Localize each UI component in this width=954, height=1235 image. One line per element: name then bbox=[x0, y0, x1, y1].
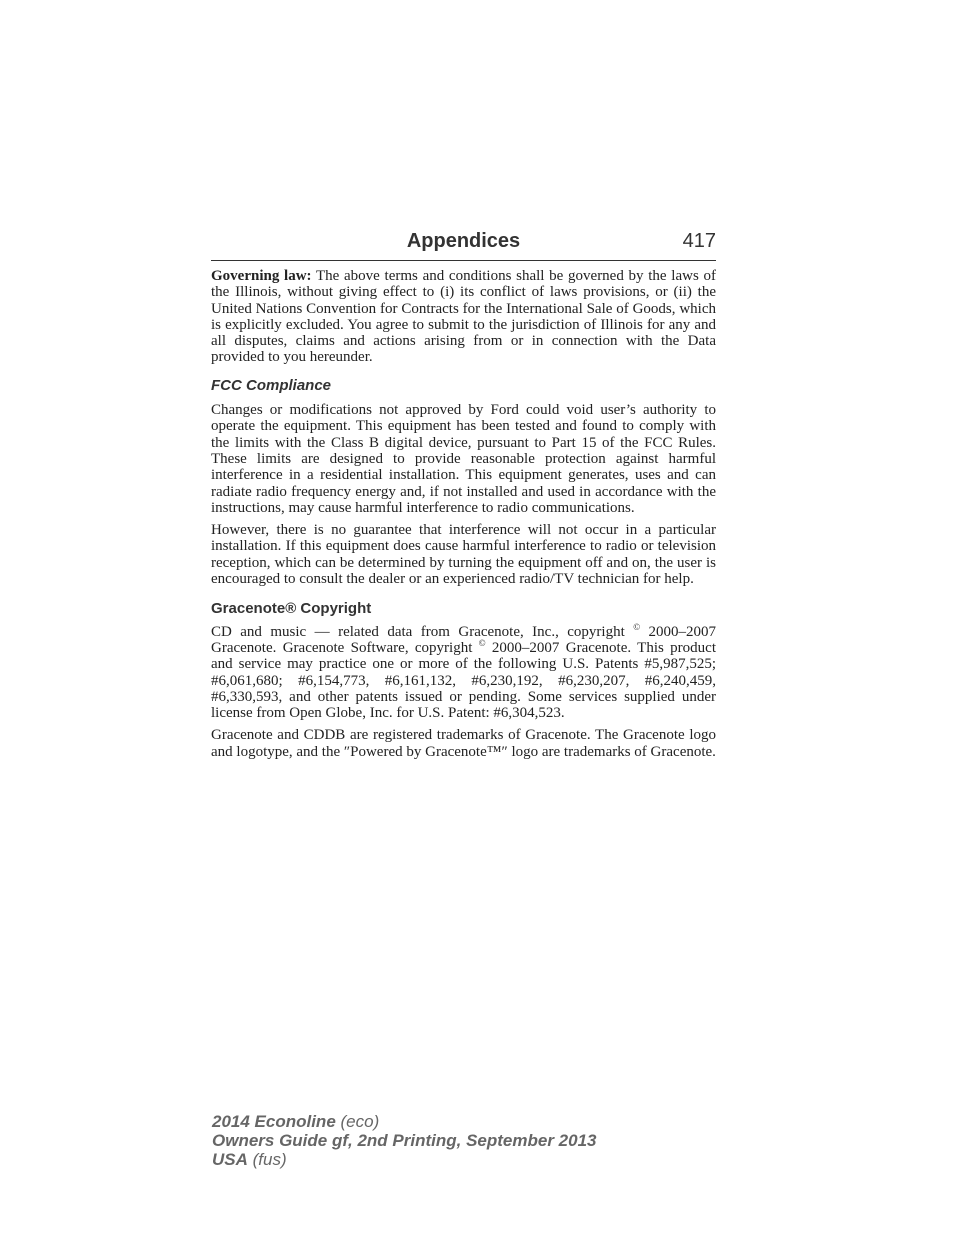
footer-region-line bbox=[212, 1150, 596, 1169]
page-number: 417 bbox=[682, 230, 716, 252]
footer-model: 2014 Econoline bbox=[212, 1112, 336, 1131]
gracenote-paragraph-2: Gracenote and CDDB are registered trademarks of Gracenote. The Gracenote logo and logotype, and the ″Powered by Gracenote™″ logo are trademarks of Gracenote. bbox=[211, 727, 716, 760]
page-footer bbox=[212, 1112, 596, 1169]
section-title: Appendices bbox=[406, 230, 521, 252]
gracenote-p1-part2: 2000–2007 Gracenote. Gracenote Software, copyright bbox=[211, 623, 717, 656]
gracenote-p1-part3: 2000–2007 Gracenote. This product and service may practice one or more of the following U.S. Patents #5,987,525; #6,061,680; #6,154,773, #6,161,132, #6,230,192, #6,230,207, #6,240,459, #6,330,593, and other patents issued or pending. Some services supplied under license from Open Globe, Inc. for U.S. Patent: #6,304,523. bbox=[211, 639, 717, 722]
page-header bbox=[211, 228, 716, 261]
governing-law-label: Governing law: bbox=[211, 268, 312, 284]
copyright-symbol-2: © bbox=[478, 637, 486, 648]
gracenote-p1-part1: CD and music — related data from Gracenote, Inc., copyright bbox=[211, 623, 634, 640]
governing-law-paragraph bbox=[211, 268, 716, 366]
copyright-symbol-1: © bbox=[633, 621, 641, 632]
footer-model-line bbox=[212, 1112, 596, 1131]
gracenote-heading: Gracenote® Copyright bbox=[211, 600, 372, 618]
fcc-heading: FCC Compliance bbox=[211, 376, 332, 394]
fcc-paragraph-2: However, there is no guarantee that interference will not occur in a particular installation. If this equipment does cause harmful interference to radio or television reception, which can be determined by turning the equipment off and on, the user is encouraged to consult the dealer or an experienced radio/TV technician for help. bbox=[211, 522, 716, 588]
footer-guide-line: Owners Guide gf, 2nd Printing, September 2013 bbox=[212, 1131, 597, 1150]
page-content bbox=[211, 268, 716, 766]
fcc-paragraph-1: Changes or modifications not approved by Ford could void user’s authority to operate the equipment. This equipment has been tested and found to comply with the limits with the Class B digital device, pursuant to Part 15 of the FCC Rules. These limits are designed to provide reasonable protection against harmful interference in a residential installation. This equipment generates, uses and can radiate radio frequency energy and, if not installed and used in accordance with the instructions, may cause harmful interference to radio communications. bbox=[211, 402, 716, 516]
footer-region-code: (fus) bbox=[247, 1150, 287, 1169]
governing-law-text: The above terms and conditions shall be governed by the laws of the Illinois, without giving effect to (i) its conflict of laws provisions, or (ii) the United Nations Convention for Contracts for the International Sale of Goods, which is explicitly excluded. You agree to submit to the jurisdiction of Illinois for any and all disputes, claims and actions arising from or in connection with the Data provided to you hereunder. bbox=[211, 268, 716, 366]
footer-model-code: (eco) bbox=[335, 1112, 380, 1131]
footer-region: USA bbox=[212, 1150, 248, 1169]
gracenote-paragraph-1 bbox=[211, 621, 717, 722]
